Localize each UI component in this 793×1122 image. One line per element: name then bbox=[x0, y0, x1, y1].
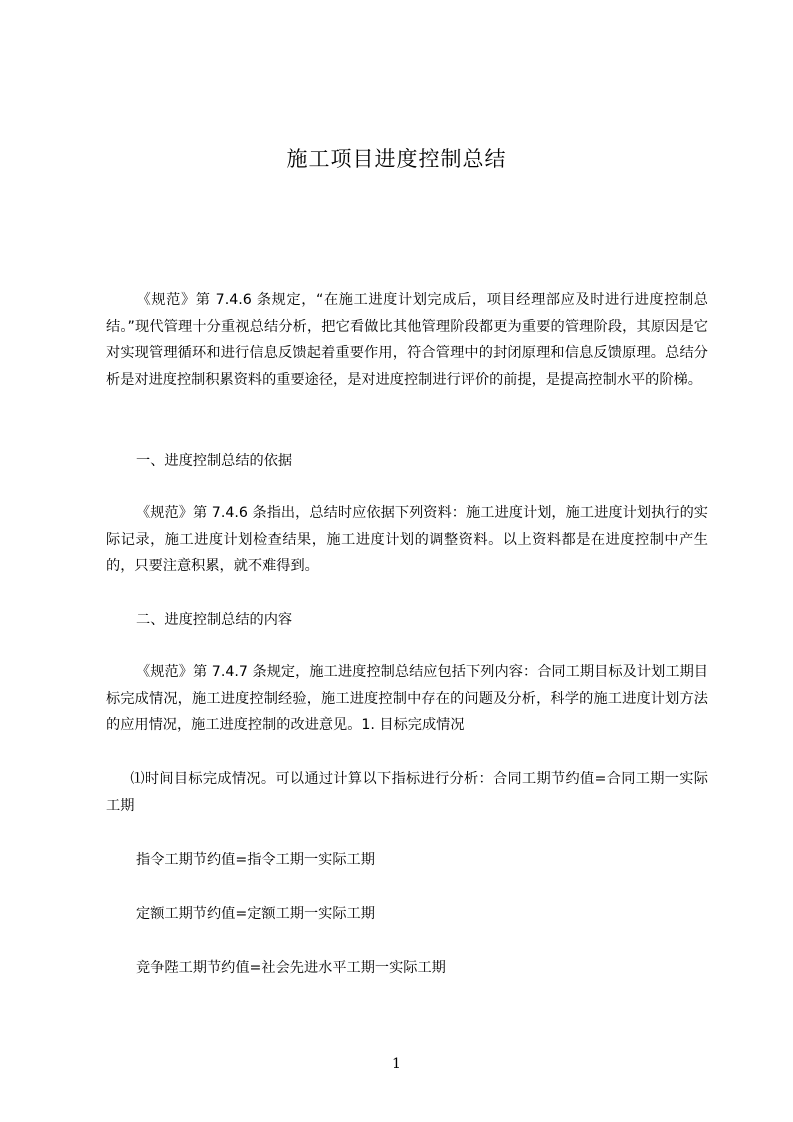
time-target-paragraph bbox=[106, 766, 708, 819]
formula-directive-duration: 指令工期节约值=指令工期一实际工期 bbox=[136, 852, 375, 868]
section-heading-content: 二、进度控制总结的内容 bbox=[136, 612, 293, 628]
formula-competitive-duration: 竞争陛工期节约值=社会先进水平工期一实际工期 bbox=[136, 960, 446, 976]
formula-quota-duration: 定额工期节约值=定额工期一实际工期 bbox=[136, 906, 375, 922]
section-content-text: 《规范》第 7.4.7 条规定，施工进度控制总结应包括下列内容：合同工期目标及计划工期目标完成情况，施工进度控制经验，施工进度控制中存在的问题及分析，科学的施工进度计划方法的应用情况，施工进度控制的改进意见。1. 目标完成情况 bbox=[106, 664, 708, 733]
section-heading-basis: 一、进度控制总结的依据 bbox=[136, 453, 293, 469]
section-basis-paragraph bbox=[106, 500, 708, 580]
page-title: 施工项目进度控制总结 bbox=[286, 147, 507, 171]
section-basis-text: 《规范》第 7.4.6 条指出，总结时应依据下列资料：施工进度计划，施工进度计划执行的实际记录，施工进度计划检查结果，施工进度计划的调整资料。以上资料都是在进度控制中产生的，只要注意积累，就不难得到。 bbox=[106, 505, 708, 574]
section-content-paragraph bbox=[106, 659, 708, 739]
page-number: 1 bbox=[392, 1056, 401, 1072]
time-target-text: ⑴时间目标完成情况。可以通过计算以下指标进行分析：合同工期节约值=合同工期一实际工期 bbox=[106, 771, 708, 814]
intro-text: 《规范》第 7.4.6 条规定，“在施工进度计划完成后，项目经理部应及时进行进度控制总结。”现代管理十分重视总结分析，把它看做比其他管理阶段都更为重要的管理阶段，其原因是它对实现管理循环和进行信息反馈起着重要作用，符合管理中的封闭原理和信息反馈原理。总结分析是对进度控制积累资料的重要途径，是对进度控制进行评价的前提，是提高控制水平的阶梯。 bbox=[106, 292, 708, 388]
intro-paragraph bbox=[106, 287, 708, 393]
